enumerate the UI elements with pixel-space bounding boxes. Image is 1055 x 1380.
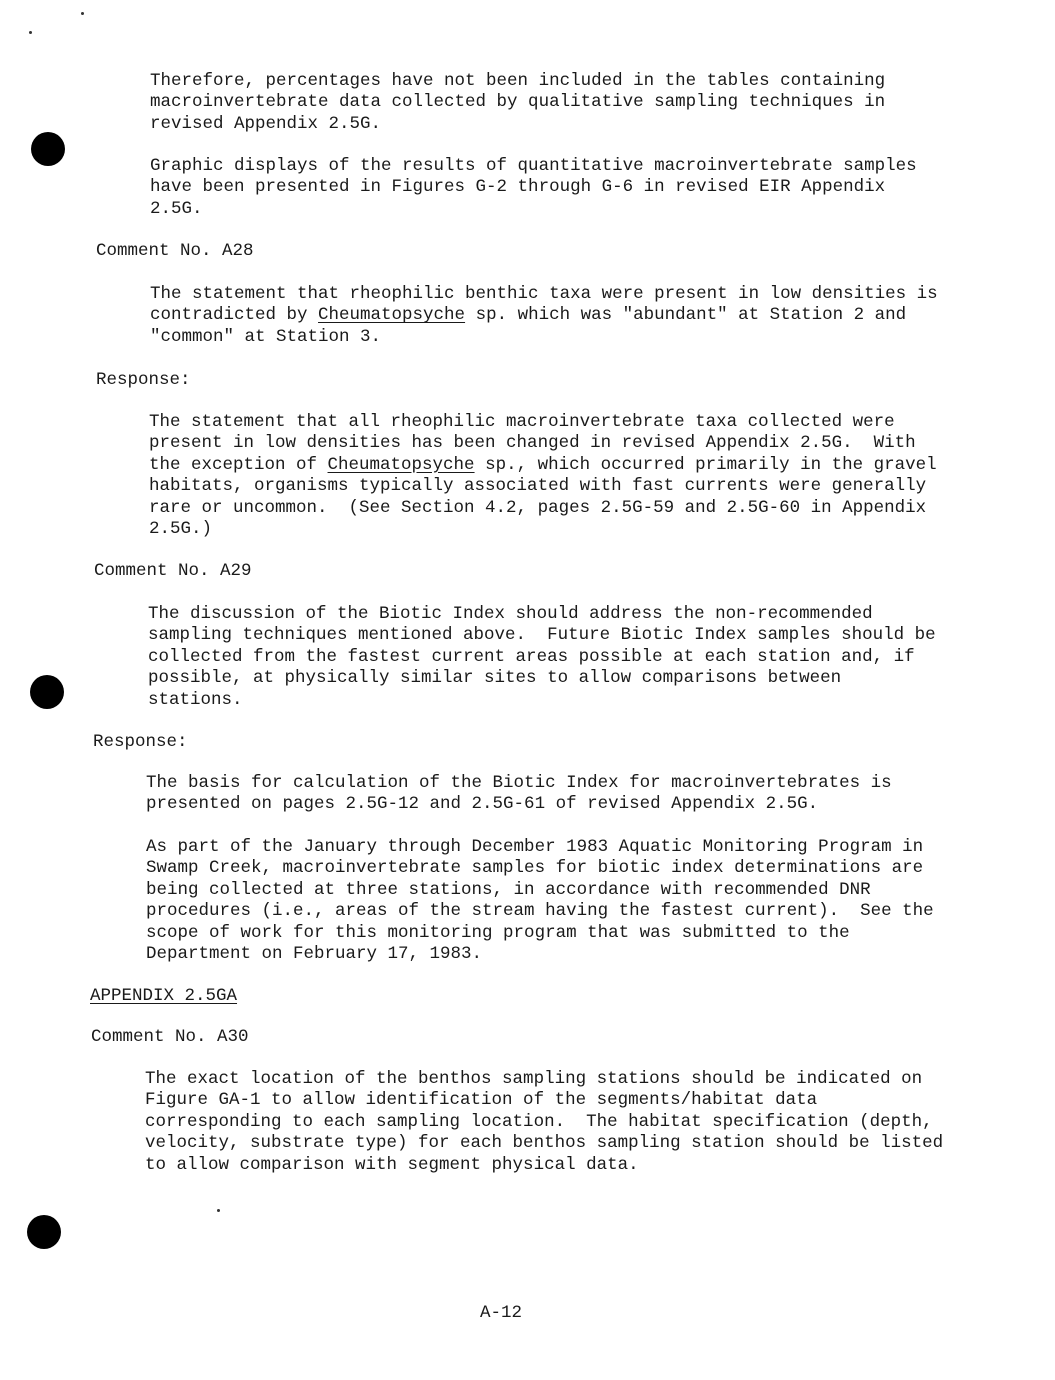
comment-a28-text-line: "common" at Station 3.: [150, 326, 382, 347]
comment-a29-text-line: stations.: [148, 689, 243, 710]
response-a29-heading-line: Response:: [93, 732, 188, 752]
punch-hole: [30, 675, 64, 709]
p-percentages-line: revised Appendix 2.5G.: [150, 113, 382, 134]
appendix-heading-line: [90, 986, 237, 1007]
response-a29-text-2-line: Department on February 17, 1983.: [146, 944, 483, 964]
text-run: contradicted by: [150, 305, 319, 326]
comment-a28-text-line: The statement that rheophilic benthic taxa were present in low densities is: [150, 284, 938, 304]
comment-a28-heading-line: Comment No. A28: [96, 241, 254, 261]
speck: [29, 31, 32, 34]
speck: [81, 12, 84, 15]
comment-a30-heading-line: Comment No. A30: [91, 1027, 249, 1047]
response-a28-heading-line: Response:: [96, 370, 191, 390]
p-graphic-displays-line: have been presented in Figures G-2 through G-6 in revised EIR Appendix: [150, 177, 886, 198]
comment-a29-text-line: sampling techniques mentioned above. Future Biotic Index samples should be: [148, 625, 936, 646]
response-a28-text-line: [149, 455, 937, 476]
text-run: the exception of: [149, 454, 328, 475]
punch-hole: [27, 1215, 61, 1249]
response-a28-text-line: 2.5G.): [149, 519, 213, 539]
response-a29-text-2-line: Swamp Creek, macroinvertebrate samples for biotic index determinations are: [146, 858, 924, 879]
punch-hole: [31, 132, 65, 166]
page-number: A-12: [480, 1303, 523, 1323]
comment-a29-heading-line: Comment No. A29: [94, 561, 252, 581]
speck: [217, 1209, 220, 1212]
response-a29-text-2-line: scope of work for this monitoring program that was submitted to the: [146, 922, 850, 943]
response-a29-text-2-line: As part of the January through December 1983 Aquatic Monitoring Program in: [146, 837, 924, 857]
comment-a29-text-line: possible, at physically similar sites to allow comparisons between: [148, 668, 842, 689]
comment-a29-text-line: collected from the fastest current areas possible at each station and, if: [148, 646, 915, 667]
underlined-text: APPENDIX 2.5GA: [90, 986, 238, 1006]
comment-a29-text-line: The discussion of the Biotic Index should address the non-recommended: [148, 604, 873, 624]
response-a28-text-line: The statement that all rheophilic macroinvertebrate taxa collected were: [149, 412, 895, 432]
response-a28-text-line: rare or uncommon. (See Section 4.2, pages 2.5G-59 and 2.5G-60 in Appendix: [149, 497, 927, 518]
response-a29-text-1-line: The basis for calculation of the Biotic Index for macroinvertebrates is: [146, 773, 892, 793]
comment-a30-text-line: corresponding to each sampling location. The habitat specification (depth,: [145, 1111, 933, 1132]
response-a29-text-1-line: presented on pages 2.5G-12 and 2.5G-61 of revised Appendix 2.5G.: [146, 794, 819, 815]
comment-a30-text-line: Figure GA-1 to allow identification of the segments/habitat data: [145, 1090, 818, 1111]
underlined-text: Cheumatopsyche: [318, 305, 466, 326]
response-a29-text-2-line: procedures (i.e., areas of the stream having the fastest current). See the: [146, 901, 934, 922]
text-run: sp. which was "abundant" at Station 2 and: [465, 305, 907, 326]
p-graphic-displays-line: 2.5G.: [150, 198, 203, 219]
p-percentages-line: macroinvertebrate data collected by qualitative sampling techniques in: [150, 92, 886, 113]
comment-a30-text-line: to allow comparison with segment physical data.: [145, 1154, 639, 1175]
comment-a30-text-line: The exact location of the benthos sampling stations should be indicated on: [145, 1069, 923, 1089]
underlined-text: Cheumatopsyche: [327, 454, 475, 475]
response-a29-text-2-line: being collected at three stations, in accordance with recommended DNR: [146, 879, 871, 900]
text-run: sp., which occurred primarily in the gravel: [474, 454, 937, 475]
response-a28-text-line: present in low densities has been changed in revised Appendix 2.5G. With: [149, 433, 916, 454]
p-graphic-displays-line: Graphic displays of the results of quantitative macroinvertebrate samples: [150, 156, 917, 176]
response-a28-text-line: habitats, organisms typically associated with fast currents were generally: [149, 476, 927, 497]
p-percentages-line: Therefore, percentages have not been included in the tables containing: [150, 71, 886, 91]
comment-a28-text-line: [150, 305, 906, 326]
comment-a30-text-line: velocity, substrate type) for each benthos sampling station should be listed: [145, 1133, 944, 1154]
